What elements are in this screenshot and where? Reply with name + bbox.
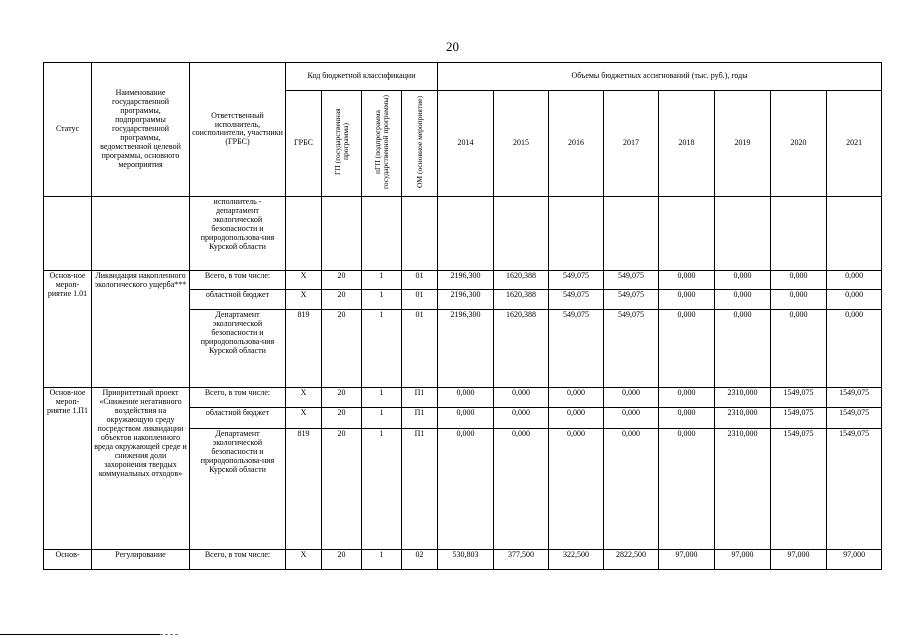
value-cell: 0,000 (604, 407, 659, 428)
value-cell: 0,000 (494, 387, 549, 407)
value-cell: 0,000 (771, 289, 827, 309)
header-pgp (362, 91, 402, 197)
header-kbk-group: Код бюджетной классификации (286, 63, 438, 91)
value-cell: 97,000 (771, 549, 827, 569)
executor-cell: Всего, в том числе: (190, 270, 286, 289)
value-cell: 97,000 (827, 549, 882, 569)
header-om-text: ОМ (основное мероприятие) (414, 95, 424, 188)
pgp-cell: 1 (362, 407, 402, 428)
value-cell: 530,803 (438, 549, 494, 569)
value-cell: 2196,300 (438, 270, 494, 289)
value-cell: 0,000 (659, 270, 715, 289)
name-cell: Регулирование (92, 549, 190, 569)
header-year: 2017 (604, 91, 659, 197)
value-cell: 0,000 (494, 428, 549, 549)
value-cell: 2310,000 (715, 428, 771, 549)
header-year: 2016 (549, 91, 604, 197)
om-cell: 02 (402, 549, 438, 569)
table-row (44, 270, 882, 289)
value-cell: 322,500 (549, 549, 604, 569)
value-cell: 0,000 (604, 428, 659, 549)
value-cell: 0,000 (659, 309, 715, 387)
value-cell: 97,000 (715, 549, 771, 569)
grbs-cell: Х (286, 407, 322, 428)
value-cell: 549,075 (549, 309, 604, 387)
value-cell: 0,000 (715, 289, 771, 309)
name-cell: Приоритетный проект «Снижение негативного воздействия на окружающую среду посредством ликвидации объектов накопленного вреда окружающей среде и снижения доли захоронения твердых коммунальных отходов» (92, 387, 190, 549)
pgp-cell: 1 (362, 428, 402, 549)
executor-cell: Всего, в том числе: (190, 387, 286, 407)
value-cell: 549,075 (549, 270, 604, 289)
value-cell: 0,000 (771, 309, 827, 387)
value-cell: 0,000 (604, 387, 659, 407)
gp-cell: 20 (322, 289, 362, 309)
gp-cell: 20 (322, 309, 362, 387)
header-om (402, 91, 438, 197)
value-cell: 1620,388 (494, 309, 549, 387)
page-number: 20 (446, 39, 459, 54)
gp-cell: 20 (322, 549, 362, 569)
grbs-cell: 819 (286, 309, 322, 387)
header-year: 2018 (659, 91, 715, 197)
value-cell: 1549,075 (771, 428, 827, 549)
grbs-cell: Х (286, 387, 322, 407)
value-cell: 0,000 (659, 289, 715, 309)
header-row-1 (44, 63, 882, 91)
value-cell: 1549,075 (771, 407, 827, 428)
pgp-cell: 1 (362, 309, 402, 387)
gp-cell: 20 (322, 407, 362, 428)
status-cell: Основ-ное мероп-риятие 1.П1 (44, 387, 92, 549)
table-row (44, 549, 882, 569)
om-cell: П1 (402, 387, 438, 407)
header-year: 2019 (715, 91, 771, 197)
value-cell: 377,500 (494, 549, 549, 569)
header-budget-group: Объемы бюджетных ассигнований (тыс. руб.), годы (438, 63, 882, 91)
header-year: 2014 (438, 91, 494, 197)
executor-cell: областной бюджет (190, 289, 286, 309)
value-cell: 549,075 (604, 289, 659, 309)
value-cell: 0,000 (715, 270, 771, 289)
value-cell: 2310,000 (715, 407, 771, 428)
header-executor: Ответственный исполнитель, соисполнители, участники (ГРБС) (190, 63, 286, 197)
om-cell: П1 (402, 428, 438, 549)
value-cell: 1549,075 (827, 428, 882, 549)
value-cell: 1549,075 (827, 387, 882, 407)
value-cell: 1549,075 (771, 387, 827, 407)
carryover-executor: исполнитель - департамент экологической безопасности и природопользова-ния Курской области (190, 196, 286, 270)
value-cell: 0,000 (494, 407, 549, 428)
value-cell: 0,000 (659, 387, 715, 407)
grbs-cell: 819 (286, 428, 322, 549)
value-cell: 0,000 (771, 270, 827, 289)
grbs-cell: Х (286, 270, 322, 289)
value-cell: 0,000 (827, 289, 882, 309)
value-cell: 0,000 (659, 407, 715, 428)
pgp-cell: 1 (362, 289, 402, 309)
header-year: 2015 (494, 91, 549, 197)
om-cell: П1 (402, 407, 438, 428)
value-cell: 0,000 (827, 270, 882, 289)
status-cell: Основ- (44, 549, 92, 569)
value-cell: 2196,300 (438, 289, 494, 309)
value-cell: 97,000 (659, 549, 715, 569)
executor-cell: Всего, в том числе: (190, 549, 286, 569)
footnote-separator (0, 634, 160, 635)
value-cell: 0,000 (715, 309, 771, 387)
executor-cell: областной бюджет (190, 407, 286, 428)
value-cell: 549,075 (549, 289, 604, 309)
om-cell: 01 (402, 289, 438, 309)
value-cell: 0,000 (659, 428, 715, 549)
value-cell: 0,000 (438, 387, 494, 407)
carryover-row (44, 196, 882, 270)
header-gp-text: ГП (государственная программа) (332, 108, 350, 176)
om-cell: 01 (402, 309, 438, 387)
pgp-cell: 1 (362, 387, 402, 407)
value-cell: 549,075 (604, 270, 659, 289)
budget-table (43, 62, 882, 570)
name-cell: Ликвидация накопленного экологического ущерба*** (92, 270, 190, 387)
gp-cell: 20 (322, 270, 362, 289)
gp-cell: 20 (322, 387, 362, 407)
gp-cell: 20 (322, 428, 362, 549)
value-cell: 1620,388 (494, 289, 549, 309)
value-cell: 0,000 (549, 407, 604, 428)
header-name: Наименование государственной программы, подпрограммы государственной программы, ведомственной целевой программы, основного мероприятия (92, 63, 190, 197)
grbs-cell: Х (286, 549, 322, 569)
value-cell: 2196,300 (438, 309, 494, 387)
value-cell: 1620,388 (494, 270, 549, 289)
value-cell: 2310,000 (715, 387, 771, 407)
value-cell: 2822,500 (604, 549, 659, 569)
value-cell: 0,000 (827, 309, 882, 387)
value-cell: 0,000 (549, 387, 604, 407)
value-cell: 0,000 (549, 428, 604, 549)
grbs-cell: Х (286, 289, 322, 309)
value-cell: 549,075 (604, 309, 659, 387)
executor-cell: Департамент экологической безопасности и природопользова-ния Курской области (190, 428, 286, 549)
value-cell: 0,000 (438, 428, 494, 549)
om-cell: 01 (402, 270, 438, 289)
value-cell: 0,000 (438, 407, 494, 428)
executor-cell: Департамент экологической безопасности и природопользова-ния Курской области (190, 309, 286, 387)
status-cell: Основ-ное мероп-риятие 1.01 (44, 270, 92, 387)
header-gp (322, 91, 362, 197)
pgp-cell: 1 (362, 270, 402, 289)
table-row (44, 387, 882, 407)
pgp-cell: 1 (362, 549, 402, 569)
header-year: 2020 (771, 91, 827, 197)
header-pgp-text: пГП (подпрограмма государственной программы) (372, 94, 390, 190)
header-grbs: ГРБС (286, 91, 322, 197)
header-year: 2021 (827, 91, 882, 197)
value-cell: 1549,075 (827, 407, 882, 428)
header-status: Статус (44, 63, 92, 197)
